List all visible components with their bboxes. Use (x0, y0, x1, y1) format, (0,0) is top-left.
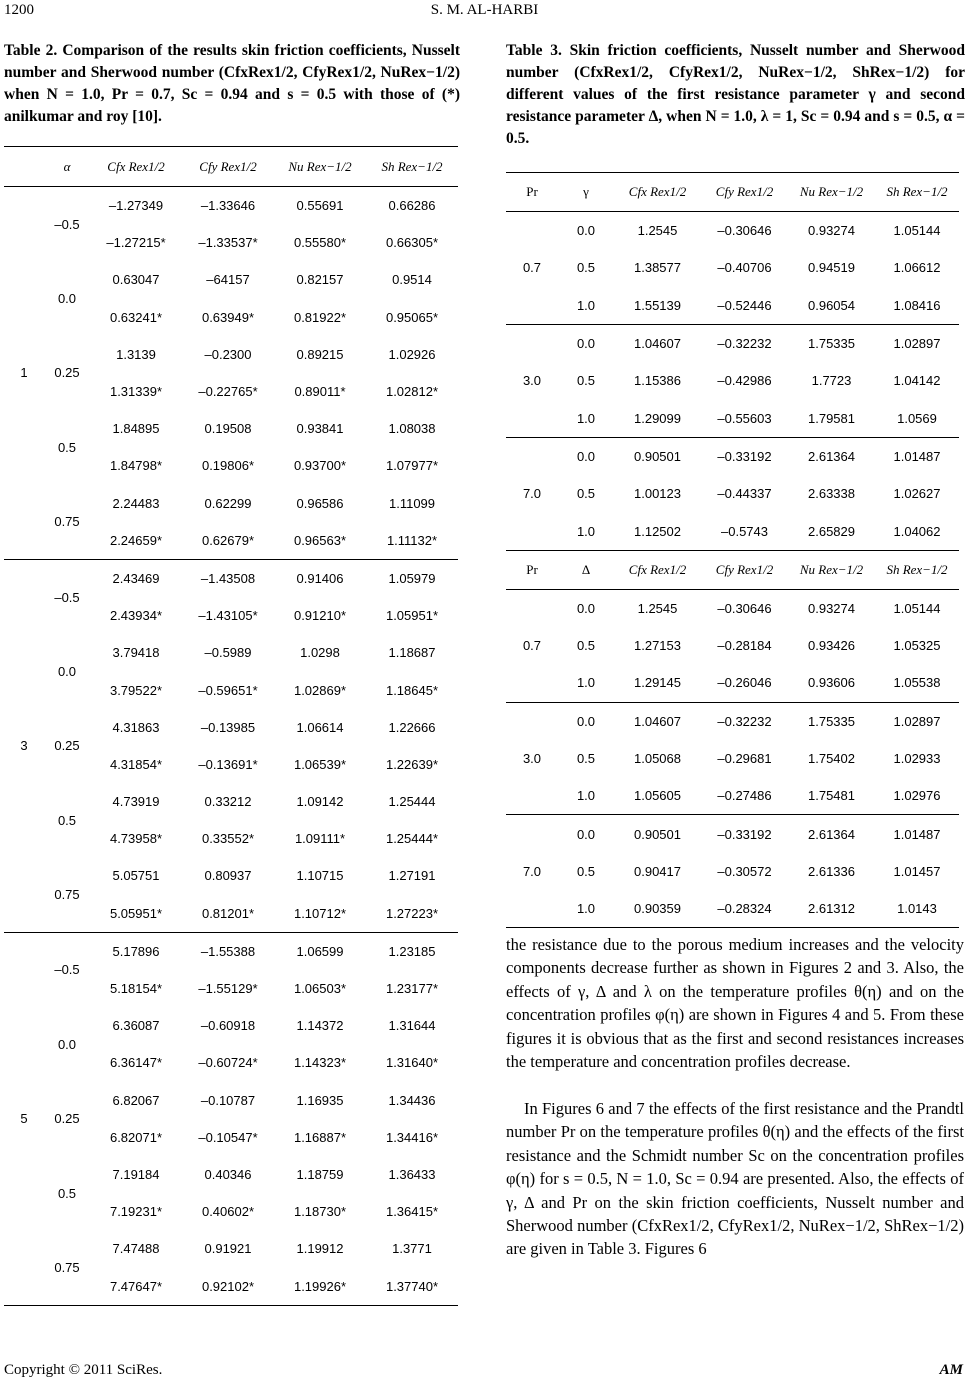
table3-gamma-cell: 0.5 (576, 260, 596, 276)
table-row (4, 1230, 458, 1267)
table2-cell: 5.17896 (90, 932, 182, 970)
table3-delta-cell: 0.5 (576, 863, 596, 879)
table2-cell: 1.16887* (293, 1129, 347, 1145)
table3-delta-cell: 1.0143 (875, 890, 959, 928)
table2-cell: 0.93700* (293, 458, 347, 474)
table3-gamma-cell: 1.0 (558, 287, 614, 325)
table2-alpha-cell: 0.75 (44, 857, 90, 932)
table3-gamma-cell: –0.40706 (717, 260, 772, 276)
table3-caption: Table 3. Skin friction coefficients, Nusselt number and Sherwood number (CfxRex1/2, CfyRex1/2, NuRex−1/2, ShRex−1/2) for different values of the first resistance parameter γ and second resistance parameter Δ, when N = 1.0, λ = 1, Sc = 0.94 and s = 0.5, α = 0.5. (506, 42, 965, 147)
table-row (4, 261, 458, 298)
table2-cell: 1.19926* (274, 1267, 366, 1305)
table2-cell: 7.47488 (112, 1241, 160, 1257)
table3-gamma-cell: 1.00123 (634, 486, 681, 502)
table3-gamma-cell: 1.0 (558, 399, 614, 437)
table2-header-alpha: α (44, 147, 90, 187)
table3-delta-header-c3: Nu Rex−1/2 (788, 550, 875, 589)
table2-cell: 1.36433 (388, 1166, 436, 1182)
table3-gamma-cell: 2.65829 (788, 512, 875, 550)
table3-gamma-cell: 0.94519 (808, 260, 855, 276)
table2-cell: 5.05951* (90, 895, 182, 933)
table3-delta-cell: –0.28184 (717, 638, 772, 654)
table2-cell: –1.43105* (198, 608, 258, 624)
table-row (506, 399, 959, 437)
table2-alpha-cell: 0.0 (57, 291, 77, 307)
table3-delta-cell: 1.02976 (875, 777, 959, 815)
table2-cell: 1.09142 (296, 794, 344, 810)
table3-delta-header-c4: Sh Rex−1/2 (875, 550, 959, 589)
table2-cell: 0.91921 (204, 1241, 252, 1257)
table3-gamma-cell: 1.12502 (614, 512, 701, 550)
table2-cell: 1.06503* (293, 981, 347, 997)
table2-cell: 3.79522* (109, 682, 163, 698)
table2-cell: 0.55580* (293, 235, 347, 251)
table3-delta-cell: 0.93274 (808, 600, 855, 616)
table2-alpha-cell: –0.5 (44, 559, 90, 634)
table3-delta-cell: 1.0 (558, 664, 614, 702)
table-row (506, 627, 959, 664)
table3-delta-cell: 0.5 (576, 638, 596, 654)
table2-cell: –1.43508 (182, 559, 274, 597)
table2-cell: 1.08038 (388, 421, 436, 437)
table3-delta-cell: 1.02933 (893, 751, 941, 766)
table-row (506, 437, 959, 475)
table3-gamma-cell: 1.55139 (614, 287, 701, 325)
table2-cell: 5.18154* (109, 981, 163, 997)
table2-cell: –1.33646 (200, 198, 256, 214)
table3-gamma-cell: 1.75335 (808, 336, 855, 352)
table2-cell: 1.06614 (296, 719, 344, 735)
table2-group-label: 3 (4, 559, 44, 932)
table2-cell: 1.25444* (385, 831, 439, 847)
table-row (506, 324, 959, 362)
table2-cell: 1.09111* (294, 831, 346, 847)
table2-alpha-cell: 0.0 (57, 1036, 77, 1052)
table-row (4, 1156, 458, 1193)
table2-cell: –0.5989 (204, 645, 252, 661)
table2-cell: 1.10712* (274, 895, 366, 933)
table2-cell: 1.34416* (385, 1129, 439, 1145)
table3-delta-header-param: Δ (558, 550, 614, 589)
table2-cell: 1.31644 (388, 1018, 436, 1034)
table2-header-blank (4, 147, 44, 187)
table2-cell: –0.59651* (198, 682, 258, 698)
table3-gamma-cell: 0.93274 (808, 223, 855, 239)
table2-cell: 0.89011* (294, 384, 346, 400)
table3-gamma-cell: 1.05144 (893, 223, 941, 239)
table-row (506, 362, 959, 399)
table2-cell: 0.19508 (204, 421, 252, 437)
table2-cell: 1.37740* (366, 1267, 458, 1305)
table2-cell: 0.40346 (204, 1166, 252, 1182)
table2-cell: 2.24659* (90, 522, 182, 560)
table-row (506, 890, 959, 928)
table2-cell: 1.18730* (293, 1204, 347, 1220)
table3-gamma-cell: –0.55603 (701, 399, 788, 437)
table3-gamma-cell: 1.04607 (634, 336, 681, 352)
table2-cell: 7.19184 (112, 1166, 160, 1182)
table3-gamma-cell: 1.0 (558, 512, 614, 550)
table3-delta-cell: 1.04607 (634, 713, 681, 729)
table2-cell: 1.02812* (385, 384, 439, 400)
table-row (4, 634, 458, 671)
table3-gamma-cell: –0.30646 (717, 223, 772, 239)
table2-cell: 1.18645* (385, 682, 439, 698)
table2-group-label: 5 (4, 932, 44, 1305)
table3-delta-cell: 0.0 (576, 600, 596, 616)
table2-cell: 1.27223* (366, 895, 458, 933)
table2-cell: –0.2300 (204, 346, 252, 362)
table-row (506, 740, 959, 777)
table2-cell: 0.92102* (182, 1267, 274, 1305)
table2 (4, 146, 458, 1306)
table-row (4, 857, 458, 894)
table3-gamma-cell: 1.06612 (893, 260, 941, 276)
table3-gamma-cell: 1.0569 (875, 399, 959, 437)
table3-gamma-cell: 2.63338 (808, 486, 855, 502)
table3-gamma-cell: 0.0 (576, 336, 596, 352)
table-row (4, 410, 458, 447)
table3-delta-cell: 1.0 (558, 777, 614, 815)
table3-delta-cell: –0.30572 (717, 863, 772, 879)
table3-gamma-cell: –0.32232 (717, 336, 772, 352)
table3-gamma-cell: 0.5 (576, 486, 596, 502)
table2-alpha-cell: 0.5 (57, 1185, 77, 1201)
table3-delta-pr-cell: 0.7 (506, 589, 558, 702)
table3-gamma-header-row (506, 173, 959, 212)
table-row (4, 336, 458, 373)
table2-cell: –64157 (206, 272, 250, 288)
table3-gamma-pr-cell: 7.0 (506, 437, 558, 550)
table3-gamma-cell: 1.7723 (811, 373, 852, 389)
table2-cell: 0.55691 (296, 198, 344, 214)
table2-cell: 1.06599 (274, 932, 366, 970)
table2-cell: –1.33537* (198, 235, 258, 251)
table-row (4, 783, 458, 820)
table2-cell: 0.82157 (296, 272, 344, 288)
table-row (506, 287, 959, 325)
table2-cell: 1.84895 (112, 421, 160, 437)
table2-cell: 1.3139 (116, 346, 156, 362)
table-row (506, 777, 959, 815)
table-row (4, 485, 458, 522)
table2-cell: 0.93841 (296, 421, 344, 437)
table2-cell: 4.73958* (109, 831, 163, 847)
table3-delta-cell: –0.27486 (701, 777, 788, 815)
table3-gamma-cell: 1.2545 (637, 223, 678, 239)
table2-cell: 4.31854* (109, 756, 163, 772)
table2-alpha-cell: –0.5 (54, 216, 80, 232)
table2-alpha-cell: 0.0 (57, 663, 77, 679)
table2-cell: 0.66286 (388, 198, 436, 214)
table3-gamma-cell: 1.08416 (875, 287, 959, 325)
table2-cell: 0.81201* (182, 895, 274, 933)
table2-cell: 1.05951* (385, 608, 439, 624)
table2-cell: 7.47647* (90, 1267, 182, 1305)
table3-gamma-cell: 1.04062 (875, 512, 959, 550)
table3 (506, 172, 959, 928)
table2-header-c2: Cfy Rex1/2 (182, 147, 274, 187)
table2-cell: 1.02869* (293, 682, 347, 698)
table3-gamma-cell: 0.5 (576, 373, 596, 389)
table2-cell: 0.91406 (274, 559, 366, 597)
table2-cell: –1.55388 (182, 932, 274, 970)
table-row (4, 932, 458, 970)
table3-gamma-cell: 1.02627 (893, 486, 941, 502)
table3-delta-cell: 1.2545 (637, 600, 678, 616)
table2-cell: 0.33552* (201, 831, 255, 847)
table2-cell: 1.22666 (388, 719, 436, 735)
table-row (4, 1007, 458, 1044)
table3-gamma-pr-cell: 3.0 (506, 324, 558, 437)
table2-cell: 0.91210* (293, 608, 347, 624)
table3-gamma-cell: –0.42986 (717, 373, 772, 389)
table2-cell: 5.05751 (112, 868, 160, 884)
table3-delta-cell: 0.90417 (634, 863, 681, 879)
table3-gamma-header-c3: Nu Rex−1/2 (788, 173, 875, 212)
table2-cell: 0.89215 (296, 346, 344, 362)
table2-cell: 1.05979 (366, 559, 458, 597)
table2-cell: 1.23185 (366, 932, 458, 970)
table3-gamma-header-param: γ (558, 173, 614, 212)
table2-cell: 1.14323* (293, 1055, 347, 1071)
table2-cell: –0.22765* (198, 384, 258, 400)
table3-delta-cell: –0.29681 (717, 751, 772, 766)
table2-cell: 1.06539* (293, 756, 347, 772)
table2-cell: 1.11132* (366, 522, 458, 560)
table3-gamma-cell: –0.5743 (701, 512, 788, 550)
table3-delta-cell: –0.33192 (717, 826, 772, 842)
table2-cell: 1.14372 (296, 1018, 344, 1034)
table2-cell: 1.36415* (385, 1204, 439, 1220)
table3-delta-cell: 1.01457 (893, 863, 941, 879)
table2-cell: 0.9514 (392, 272, 432, 288)
table3-delta-cell: 0.90501 (634, 826, 681, 842)
table3-delta-cell: 1.01487 (893, 826, 941, 842)
table2-cell: 6.36087 (112, 1018, 160, 1034)
table2-cell: 4.73919 (112, 794, 160, 810)
table2-cell: 0.63241* (109, 309, 163, 325)
body-paragraph-2: In Figures 6 and 7 the effects of the first resistance and the Prandtl number Pr on the temperature profiles θ(η) and the effects of the first resistance and the Schmidt number Sc on the concentration profiles φ(η) for s = 0.5, N = 1.0, Sc = 0.94 are presented. Also, the effects of γ, Δ and Pr on the skin friction coefficients, Nusselt number and Sherwood number (CfxRex1/2, CfyRex1/2, NuRex−1/2, ShRex−1/2) are given in Table 3. Figures 6 (506, 1099, 964, 1259)
table-row (4, 559, 458, 597)
table3-delta-cell: 1.02897 (893, 713, 941, 729)
table-row (4, 1082, 458, 1119)
table2-cell: –1.27349 (108, 198, 164, 214)
table2-cell: 2.43469 (90, 559, 182, 597)
table3-gamma-cell: 1.38577 (634, 260, 681, 276)
table3-delta-cell: 1.05144 (893, 600, 941, 616)
table2-cell: 1.22639* (385, 756, 439, 772)
table3-delta-cell: 2.61312 (788, 890, 875, 928)
table2-cell: 0.62299 (204, 495, 252, 511)
table2-cell: 6.82071* (109, 1129, 163, 1145)
table3-delta-cell: –0.32232 (717, 713, 772, 729)
table2-cell: 1.27191 (388, 868, 436, 884)
table2-alpha-cell: 0.5 (57, 439, 77, 455)
table3-delta-cell: 2.61364 (808, 826, 855, 842)
table2-cell: 0.63047 (112, 272, 160, 288)
table2-cell: 0.80937 (204, 868, 252, 884)
table3-gamma-header-c2: Cfy Rex1/2 (701, 173, 788, 212)
table2-caption: Table 2. Comparison of the results skin friction coefficients, Nusselt number and Sherwood number (CfxRex1/2, CfyRex1/2, NuRex−1/2) when N = 1.0, Pr = 0.7, Sc = 0.94 and s = 0.5 with those of (*) anilkumar and roy [10]. (4, 42, 460, 125)
table2-cell: 1.19912 (296, 1241, 344, 1257)
table2-cell: 1.3771 (392, 1241, 432, 1257)
table3-gamma-cell: –0.52446 (701, 287, 788, 325)
table3-delta-cell: –0.30646 (717, 600, 772, 616)
table3-delta-cell: 0.0 (576, 713, 596, 729)
table-row (506, 589, 959, 627)
table-row (506, 702, 959, 740)
table2-cell: 0.40602* (201, 1204, 255, 1220)
table3-gamma-cell: 1.01487 (893, 448, 941, 464)
table3-gamma-cell: –0.44337 (717, 486, 772, 502)
table2-cell: 1.10715 (296, 868, 344, 884)
table-row (506, 512, 959, 550)
table3-delta-cell: 1.27153 (634, 638, 681, 654)
table3-delta-header-pr: Pr (506, 550, 558, 589)
table-row (4, 709, 458, 746)
table-row (506, 664, 959, 702)
table2-alpha-cell: 0.75 (44, 1230, 90, 1305)
table3-delta-pr-cell: 3.0 (506, 702, 558, 815)
table3-gamma-cell: 2.61364 (808, 448, 855, 464)
table3-delta-cell: 1.75335 (808, 713, 855, 729)
table2-cell: 1.11099 (388, 495, 436, 511)
table3-delta-cell: 1.75402 (808, 751, 855, 766)
table-row (4, 187, 458, 225)
table2-cell: 6.36147* (109, 1055, 163, 1071)
table2-cell: 1.23177* (385, 981, 439, 997)
table2-cell: 0.62679* (182, 522, 274, 560)
table2-cell: 0.96563* (274, 522, 366, 560)
table3-delta-cell: 0.93426 (808, 638, 855, 654)
table2-cell: 1.31339* (109, 384, 163, 400)
table2-alpha-cell: 0.5 (57, 812, 77, 828)
table2-cell: 1.18759 (296, 1166, 344, 1182)
table2-cell: 1.84798* (109, 458, 163, 474)
table2-cell: 1.34436 (388, 1092, 436, 1108)
table2-header-row (4, 147, 458, 187)
footer-journal: AM (939, 1362, 963, 1378)
table2-cell: 7.19231* (109, 1204, 163, 1220)
table2-alpha-cell: 0.75 (44, 485, 90, 560)
table3-gamma-header-c1: Cfx Rex1/2 (614, 173, 701, 212)
table2-group-label: 1 (4, 187, 44, 560)
table3-delta-header-c1: Cfx Rex1/2 (614, 550, 701, 589)
table3-delta-cell: 2.61336 (808, 863, 855, 879)
table3-delta-cell: 1.75481 (788, 777, 875, 815)
table3-gamma-header-c4: Sh Rex−1/2 (875, 173, 959, 212)
table2-cell: 1.07977* (385, 458, 439, 474)
table2-cell: 2.24483 (112, 495, 160, 511)
table2-cell: –1.55129* (198, 981, 258, 997)
table3-delta-cell: –0.26046 (701, 664, 788, 702)
table3-gamma-cell: 1.29099 (614, 399, 701, 437)
table3-delta-cell: 0.0 (576, 826, 596, 842)
table2-cell: 0.63949* (201, 309, 255, 325)
table3-gamma-cell: 1.15386 (634, 373, 681, 389)
table3-gamma-cell: 1.04142 (893, 373, 941, 389)
table2-alpha-cell: 0.25 (54, 738, 80, 754)
table3-delta-cell: 1.05538 (875, 664, 959, 702)
table2-alpha-cell: 0.25 (54, 1111, 80, 1127)
table3-delta-cell: –0.28324 (701, 890, 788, 928)
table3-delta-pr-cell: 7.0 (506, 815, 558, 928)
table3-delta-cell: 0.90359 (614, 890, 701, 928)
table2-cell: 6.82067 (112, 1092, 160, 1108)
table3-gamma-cell: 0.0 (576, 223, 596, 239)
running-author: S. M. AL-HARBI (430, 2, 539, 18)
table3-delta-cell: 0.5 (576, 751, 596, 766)
table-row (506, 475, 959, 512)
table2-cell: 0.81922* (293, 309, 347, 325)
table3-gamma-cell: –0.33192 (717, 448, 772, 464)
table2-cell: 1.02926 (388, 346, 436, 362)
table3-delta-cell: 1.05605 (614, 777, 701, 815)
table2-cell: –0.60918 (200, 1018, 256, 1034)
table2-cell: 0.33212 (204, 794, 252, 810)
table2-cell: 0.96586 (296, 495, 344, 511)
table2-cell: 0.66305* (385, 235, 439, 251)
table2-cell: 1.18687 (388, 645, 436, 661)
table3-delta-cell: 1.0 (558, 890, 614, 928)
table2-alpha-cell: 0.25 (54, 365, 80, 381)
table2-cell: 1.0298 (300, 645, 340, 661)
table3-gamma-pr-cell: 0.7 (506, 212, 558, 325)
table2-header-c3: Nu Rex−1/2 (274, 147, 366, 187)
table2-cell: 1.25444 (388, 794, 436, 810)
table2-cell: 1.16935 (296, 1092, 344, 1108)
table3-delta-header-row (506, 550, 959, 589)
table2-cell: –0.10547* (198, 1129, 258, 1145)
table3-gamma-cell: 0.96054 (788, 287, 875, 325)
table2-cell: 0.95065* (385, 309, 439, 325)
table2-cell: –0.13985 (200, 719, 256, 735)
table2-cell: 4.31863 (112, 719, 160, 735)
table2-header-c4: Sh Rex−1/2 (366, 147, 458, 187)
table3-gamma-cell: 1.79581 (788, 399, 875, 437)
table3-gamma-cell: 0.90501 (634, 448, 681, 464)
table-row (506, 249, 959, 286)
table2-cell: –0.13691* (198, 756, 258, 772)
table2-cell: –0.10787 (200, 1092, 256, 1108)
table2-cell: 3.79418 (112, 645, 160, 661)
page-number: 1200 (4, 2, 34, 18)
table2-header-c1: Cfx Rex1/2 (90, 147, 182, 187)
table-row (506, 212, 959, 250)
table3-gamma-cell: 0.0 (576, 448, 596, 464)
table3-delta-cell: 1.05325 (893, 638, 941, 654)
table2-cell: –0.60724* (198, 1055, 258, 1071)
table2-alpha-cell: –0.5 (44, 932, 90, 1007)
footer-copyright: Copyright © 2011 SciRes. (4, 1362, 163, 1378)
running-header (0, 0, 969, 22)
table3-gamma-header-pr: Pr (506, 173, 558, 212)
table3-delta-cell: 1.29145 (614, 664, 701, 702)
table2-cell: 1.31640* (385, 1055, 439, 1071)
table3-gamma-cell: 1.02897 (893, 336, 941, 352)
table2-cell: 0.19806* (201, 458, 255, 474)
table-row (506, 853, 959, 890)
table3-delta-header-c2: Cfy Rex1/2 (701, 550, 788, 589)
table-row (506, 815, 959, 853)
table2-cell: –1.27215* (106, 235, 166, 251)
table3-delta-cell: 0.93606 (788, 664, 875, 702)
table2-cell: 2.43934* (109, 608, 163, 624)
body-paragraph-1: the resistance due to the porous medium increases and the velocity components decrease further as shown in Figures 2 and 3. Also, the effects of γ, Δ and λ on the temperature profiles θ(η) and on the concentration profiles φ(η) are shown in Figures 4 and 5. From these figures it is obvious that as the first and second resistances increases the temperature and concentration profiles decrease. (506, 935, 964, 1072)
table3-delta-cell: 1.05068 (634, 751, 681, 766)
